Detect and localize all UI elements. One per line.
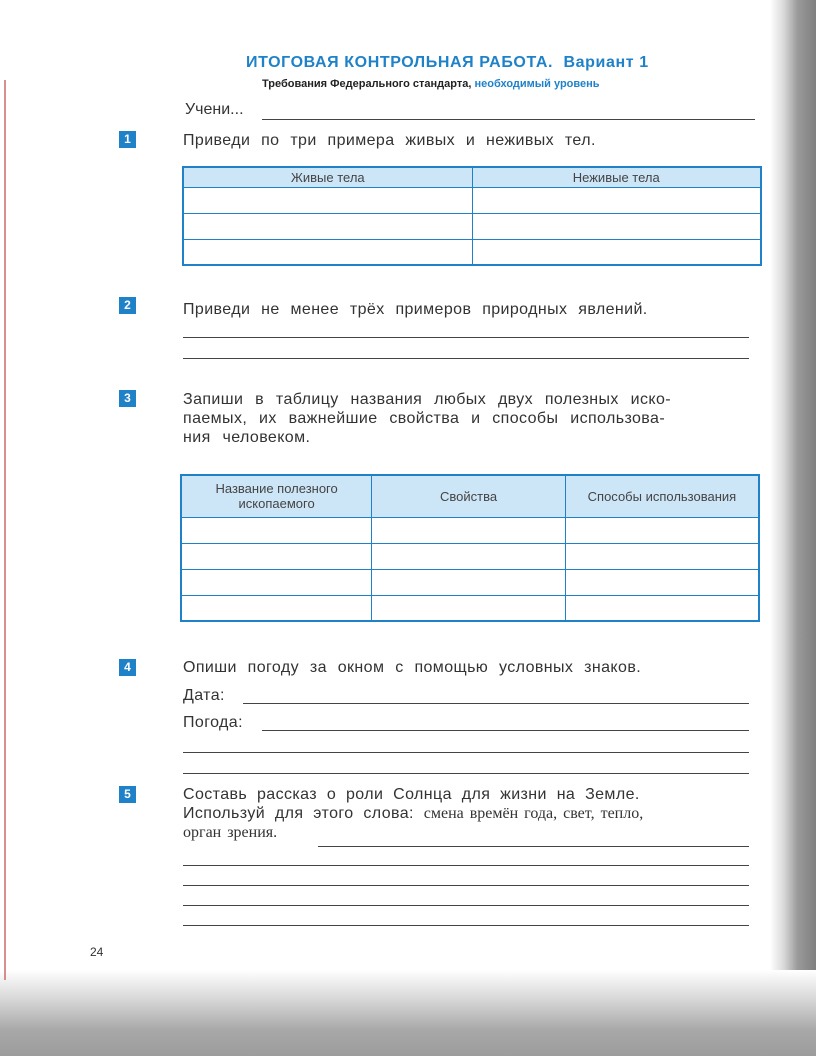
answer-line[interactable] — [318, 846, 749, 847]
table-cell[interactable] — [372, 595, 566, 621]
task-3-text — [183, 390, 671, 447]
table-cell[interactable] — [183, 187, 472, 213]
student-name-field[interactable] — [262, 119, 755, 120]
title-main: ИТОГОВАЯ КОНТРОЛЬНАЯ РАБОТА. — [246, 54, 554, 71]
header-uses: Способы использования — [565, 475, 759, 517]
answer-line[interactable] — [183, 773, 749, 774]
table-cell[interactable] — [565, 569, 759, 595]
table-cell[interactable] — [372, 543, 566, 569]
answer-line[interactable] — [183, 925, 749, 926]
task-number-5: 5 — [119, 786, 136, 803]
answer-line[interactable] — [183, 752, 749, 753]
task-5-line-2 — [183, 804, 643, 823]
task-number-2: 2 — [119, 297, 136, 314]
task-5-keywords-end: орган зрения. — [183, 824, 278, 841]
table-cell[interactable] — [472, 213, 761, 239]
task-number-3: 3 — [119, 390, 136, 407]
table-cell[interactable] — [472, 239, 761, 265]
answer-line[interactable] — [183, 885, 749, 886]
title-variant: Вариант 1 — [563, 54, 649, 71]
subtitle-standard: Требования Федерального стандарта, — [262, 78, 472, 90]
table-cell[interactable] — [183, 213, 472, 239]
task-1-text: Приведи по три примера живых и неживых тел. — [183, 132, 596, 149]
table-cell[interactable] — [181, 595, 372, 621]
subtitle-level: необходимый уровень — [474, 78, 600, 90]
answer-line[interactable] — [183, 865, 749, 866]
answer-line[interactable] — [183, 358, 749, 359]
header-living: Живые тела — [183, 167, 472, 187]
answer-line[interactable] — [183, 337, 749, 338]
scan-shadow-right — [770, 0, 816, 1056]
table-cell[interactable] — [181, 517, 372, 543]
weather-label: Погода: — [183, 714, 243, 731]
task-number-1: 1 — [119, 131, 136, 148]
task-2-text: Приведи не менее трёх примеров природных явлений. — [183, 301, 648, 318]
page-title — [246, 54, 706, 72]
header-properties: Свойства — [372, 475, 566, 517]
table-cell[interactable] — [565, 595, 759, 621]
table-cell[interactable] — [565, 517, 759, 543]
task-number-4: 4 — [119, 659, 136, 676]
page-subtitle — [262, 78, 600, 90]
date-label: Дата: — [183, 687, 225, 704]
date-field[interactable] — [243, 703, 749, 704]
task-4-text: Опиши погоду за окном с помощью условных знаков. — [183, 659, 642, 676]
table-cell[interactable] — [372, 569, 566, 595]
task-3-line: паемых, их важнейшие свойства и способы использова- — [183, 410, 666, 427]
task-5-text — [183, 785, 643, 842]
task-5-instruction: Используй для этого слова: — [183, 805, 414, 822]
table-cell[interactable] — [181, 543, 372, 569]
table-cell[interactable] — [472, 187, 761, 213]
header-nonliving: Неживые тела — [472, 167, 761, 187]
task-3-line: ния человеком. — [183, 429, 311, 446]
weather-field[interactable] — [262, 730, 749, 731]
living-nonliving-table — [182, 166, 762, 266]
page-number: 24 — [90, 945, 104, 959]
header-mineral-name: Название полезного ископаемого — [181, 475, 372, 517]
task-5-line-1: Составь рассказ о роли Солнца для жизни на Земле. — [183, 786, 640, 803]
task-3-line: Запиши в таблицу названия любых двух полезных иско- — [183, 391, 672, 408]
task-5-keywords: смена времён года, свет, тепло, — [423, 805, 644, 822]
scan-shadow-bottom — [0, 970, 816, 1056]
minerals-table — [180, 474, 760, 622]
answer-line[interactable] — [183, 905, 749, 906]
student-label: Учени... — [185, 101, 244, 118]
table-cell[interactable] — [183, 239, 472, 265]
table-cell[interactable] — [181, 569, 372, 595]
table-cell[interactable] — [372, 517, 566, 543]
table-cell[interactable] — [565, 543, 759, 569]
